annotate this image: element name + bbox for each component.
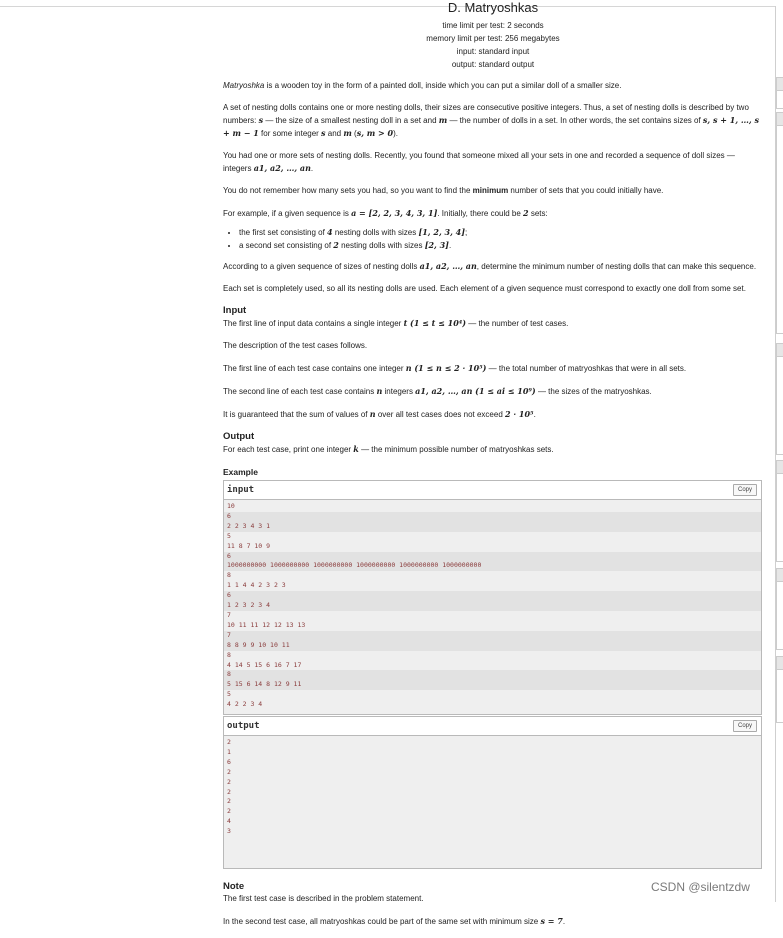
sample-line: 8 8 9 9 10 10 11 xyxy=(224,641,761,651)
sample-line: 7 xyxy=(227,610,231,619)
sidebar-box xyxy=(776,460,783,562)
copy-output-button[interactable]: Copy xyxy=(733,720,757,732)
sample-line: 5 xyxy=(227,531,231,540)
sidebar-box xyxy=(776,568,783,650)
sample-line: 4 xyxy=(227,817,231,826)
sample-line: 5 15 6 14 8 12 9 11 xyxy=(224,680,761,690)
note-heading: Note xyxy=(223,881,245,893)
statement-paragraph: You do not remember how many sets you had, so you want to find the minimum number of sets that you could initially have. xyxy=(223,186,664,195)
input-paragraph: It is guaranteed that the sum of values of n over all test cases does not exceed 2 · 10⁵. xyxy=(223,409,536,419)
sample-line: 3 xyxy=(227,827,231,836)
input-paragraph: The description of the test cases follows. xyxy=(223,341,368,350)
sample-line: 6 xyxy=(224,512,761,522)
output-heading: Output xyxy=(223,431,255,442)
copy-input-button[interactable]: Copy xyxy=(733,484,757,496)
statement-paragraph: A set of nesting dolls contains one or more nesting dolls, their sizes are consecutive positive integers. Thus, a set of nesting dolls is described by two numbers: s — the size of a smallest nesting doll in a set and m — the number of dolls in a set. In other words, the set contains sizes of s, s + 1, …, s + m − 1 for some integer s and m (s, m > 0). xyxy=(223,103,759,138)
sample-line: 2 xyxy=(227,738,231,747)
sample-line: 1 xyxy=(227,747,231,756)
sample-line: 2 2 3 4 3 1 xyxy=(224,522,761,532)
sample-line: 2 xyxy=(227,777,231,786)
sidebar-box xyxy=(776,656,783,723)
sample-output-box xyxy=(223,716,762,869)
input-paragraph: The second line of each test case contains n integers a1, a2, …, an (1 ≤ ai ≤ 10⁹) — the sizes of the matryoshkas. xyxy=(223,386,652,396)
sample-output-label: output xyxy=(227,721,260,732)
sample-line: 6 xyxy=(227,757,231,766)
time-limit: time limit per test: 2 seconds xyxy=(442,21,544,30)
sample-line: 1000000000 1000000000 1000000000 1000000000 1000000000 1000000000 xyxy=(224,561,761,571)
sample-line: 11 8 7 10 9 xyxy=(227,541,271,550)
input-paragraph: The first line of input data contains a single integer t (1 ≤ t ≤ 10⁴) — the number of test cases. xyxy=(223,318,569,328)
sample-line: 8 xyxy=(227,571,231,580)
input-heading: Input xyxy=(223,305,247,316)
list-item: • a second set consisting of 2 nesting dolls with sizes [2, 3]. xyxy=(239,239,763,252)
problem-title: D. Matryoshkas xyxy=(447,0,539,15)
sidebar-box xyxy=(776,343,783,455)
sample-input-label: input xyxy=(227,485,255,495)
sample-line: 5 xyxy=(227,690,231,699)
problem-header xyxy=(223,0,763,71)
sample-line: 1 1 4 4 2 3 2 3 xyxy=(227,581,286,590)
list-item: • the first set consisting of 4 nesting dolls with sizes [1, 2, 3, 4]; xyxy=(239,226,763,239)
statement-paragraph: For example, if a given sequence is a = [2, 2, 3, 4, 3, 1]. Initially, there could be 2 sets: xyxy=(223,208,548,218)
input-spec: input: standard input xyxy=(456,47,530,56)
sample-line: 2 xyxy=(227,807,231,816)
problem-statement xyxy=(223,80,763,938)
input-paragraph: The first line of each test case contains one integer n (1 ≤ n ≤ 2 · 10⁵) — the total number of matryoshkas that were in all sets. xyxy=(223,363,687,373)
statement-paragraph: Each set is completely used, so all its nesting dolls are used. Each element of a given sequence must correspond to exactly one doll from some set. xyxy=(223,284,746,293)
sidebar-box xyxy=(776,77,783,109)
memory-limit: memory limit per test: 256 megabytes xyxy=(426,34,560,43)
output-spec: output: standard output xyxy=(451,60,535,69)
statement-paragraph: According to a given sequence of sizes of nesting dolls a1, a2, …, an, determine the minimum number of nesting dolls that can make this sequence. xyxy=(223,261,757,271)
sample-line: 8 xyxy=(227,650,231,659)
sample-line: 1 2 3 2 3 4 xyxy=(224,601,761,611)
sample-output-content xyxy=(224,736,761,868)
sample-input-content xyxy=(224,500,761,714)
sample-line: 4 14 5 15 6 16 7 17 xyxy=(227,660,302,669)
sample-line: 10 xyxy=(227,502,235,510)
statement-paragraph: Matryoshka is a wooden toy in the form of a painted doll, inside which you can put a similar doll of a smaller size. xyxy=(223,81,622,90)
sample-line: 7 xyxy=(224,631,761,641)
note-paragraph: In the second test case, all matryoshkas could be part of the same set with minimum size s = 7. xyxy=(223,916,566,927)
sample-input-box xyxy=(223,480,762,715)
sample-line: 8 xyxy=(224,670,761,680)
sample-line: 6 xyxy=(224,552,761,562)
example-sets-list xyxy=(223,226,763,252)
note-paragraph: The first test case is described in the problem statement. xyxy=(223,894,424,904)
sample-line: 10 11 11 12 12 13 13 xyxy=(227,620,306,629)
sample-output-header xyxy=(224,717,761,736)
output-paragraph: For each test case, print one integer k — the minimum possible number of matryoshkas sets. xyxy=(223,444,554,454)
sample-line: 6 xyxy=(224,591,761,601)
sample-line: 2 xyxy=(227,787,231,796)
watermark: CSDN @silentzdw xyxy=(651,880,750,894)
statement-paragraph: You had one or more sets of nesting dolls. Recently, you found that someone mixed all your sets in one and recorded a sequence of doll sizes — integers a1, a2, …, an. xyxy=(223,151,735,173)
sidebar-box xyxy=(776,112,783,334)
sample-line: 2 xyxy=(227,797,231,806)
sample-line: 4 2 2 3 4 xyxy=(227,700,263,709)
sample-line: 2 xyxy=(227,767,231,776)
sample-input-header xyxy=(224,481,761,500)
example-heading: Example xyxy=(223,467,258,477)
